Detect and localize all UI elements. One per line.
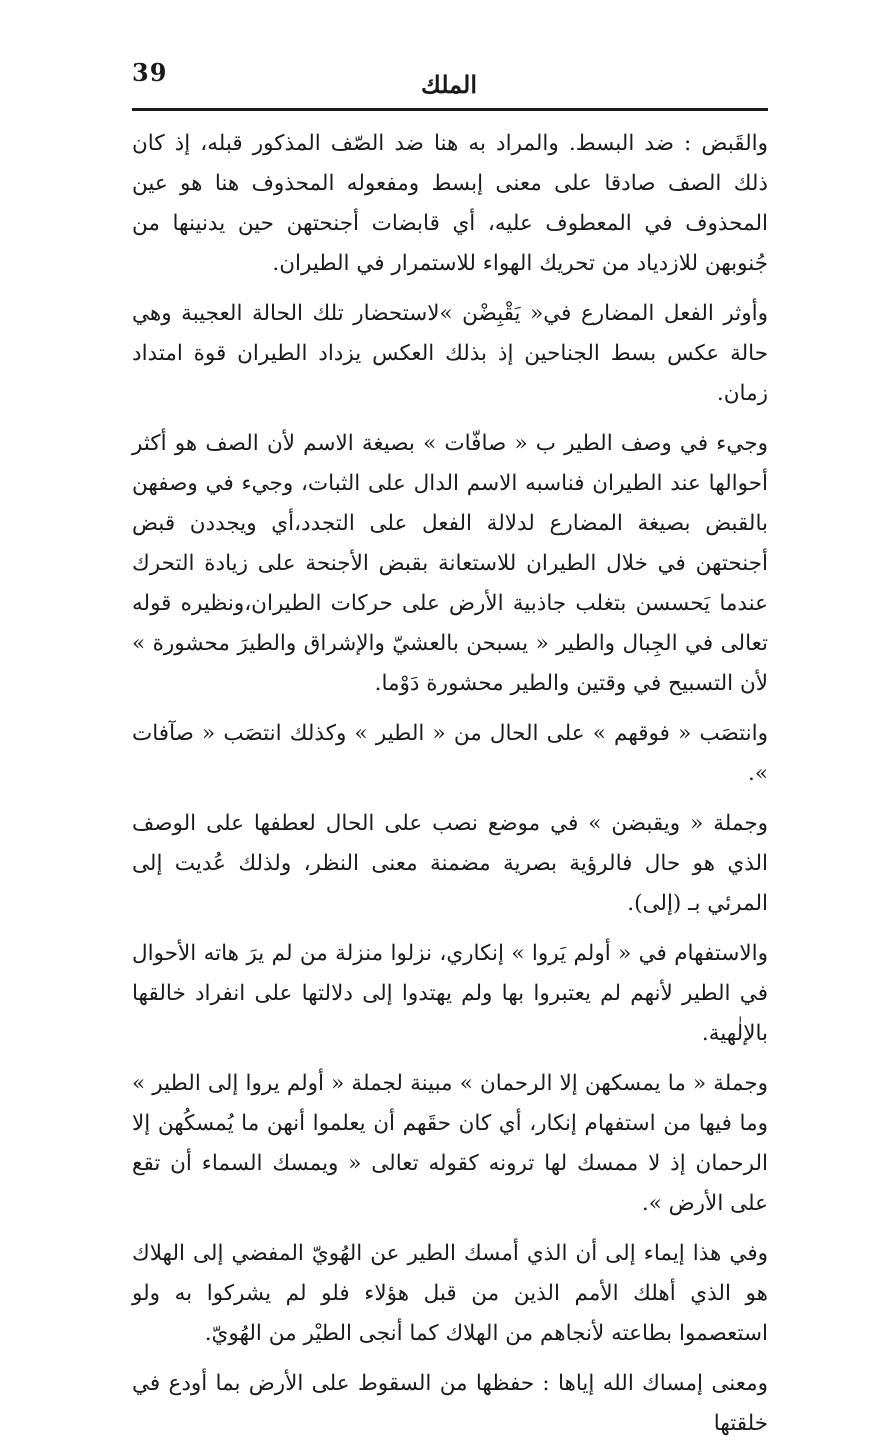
body-text [132,124,768,1454]
paragraph: وفي هذا إيماء إلى أن الذي أمسك الطير عن الهُويّ المفضي إلى الهلاك هو الذي أهلك الأمم الذين من قبل هؤلاء فلو لم يشركوا به ولو استعصموا بطاعته لأنجاهم من الهلاك كما أنجى الطيْر من الهُويّ. [132,1241,768,1346]
running-title: الملك [420,70,478,99]
page-number: 39 [132,58,168,87]
paragraph: وانتصَب « فوقهم » على الحال من « الطير » وكذلك انتصَب « صآفات ». [132,721,768,786]
paragraph: وجملة « ما يمسكهن إلا الرحمان » مبينة لجملة « أولم يروا إلى الطير » وما فيها من استفهام إنكار، أي كان حقَهم أن يعلموا أنهن ما يُمسكُهن إلا الرحمان إذ لا ممسك لها ترونه كقوله تعالى « ويمسك السماء أن تقع على الأرض ». [132,1071,768,1216]
paragraph: وجملة « ويقبضن » في موضع نصب على الحال لعطفها على الوصف الذي هو حال فالرؤية بصرية مضمنة معنى النظر، ولذلك عُديت إلى المرئي بـ (إلى). [132,811,768,916]
paragraph: ومعنى إمساك الله إياها : حفظها من السقوط على الأرض بما أودع في خلقتها [132,1371,768,1436]
page-header [132,58,766,104]
paragraph: والاستفهام في « أولم يَروا » إنكاري، نزلوا منزلة من لم يرَ هاته الأحوال في الطير لأنهم لم يعتبروا بها ولم يهتدوا إلى دلالتها على انفراد خالقها بالإلٰهية. [132,941,768,1046]
header-rule [132,108,768,111]
paragraph: وأوثر الفعل المضارع في« يَقْبِضْن »لاستحضار تلك الحالة العجيبة وهي حالة عكس بسط الجناحين إذ بذلك العكس يزداد الطيران قوة امتداد زمان. [132,301,768,406]
paragraph: وجيء في وصف الطير ب « صافّات » بصيغة الاسم لأن الصف هو أكثر أحوالها عند الطيران فناسبه الاسم الدال على الثبات، وجيء في وصفهن بالقبض بصيغة المضارع لدلالة الفعل على التجدد،أي ويجددن قبض أجنحتهن في خلال الطيران للاستعانة بقبض الأجنحة على زيادة التحرك عندما يَحسسن بتغلب جاذبية الأرض على حركات الطيران،ونظيره قوله تعالى في الجِبال والطير « يسبحن بالعشيّ والإشراق والطيرَ محشورة » لأن التسبيح في وقتين والطير محشورة دَوْما. [132,431,768,696]
paragraph: والقَبض : ضد البسط. والمراد به هنا ضد الصّف المذكور قبله، إذ كان ذلك الصف صادقا على معنى إبسط ومفعوله المحذوف هنا هو عين المحذوف في المعطوف عليه، أي قابضات أجنحتهن حين يدنينها من جُنوبهن للازدياد من تحريك الهواء للاستمرار في الطيران. [132,131,768,276]
